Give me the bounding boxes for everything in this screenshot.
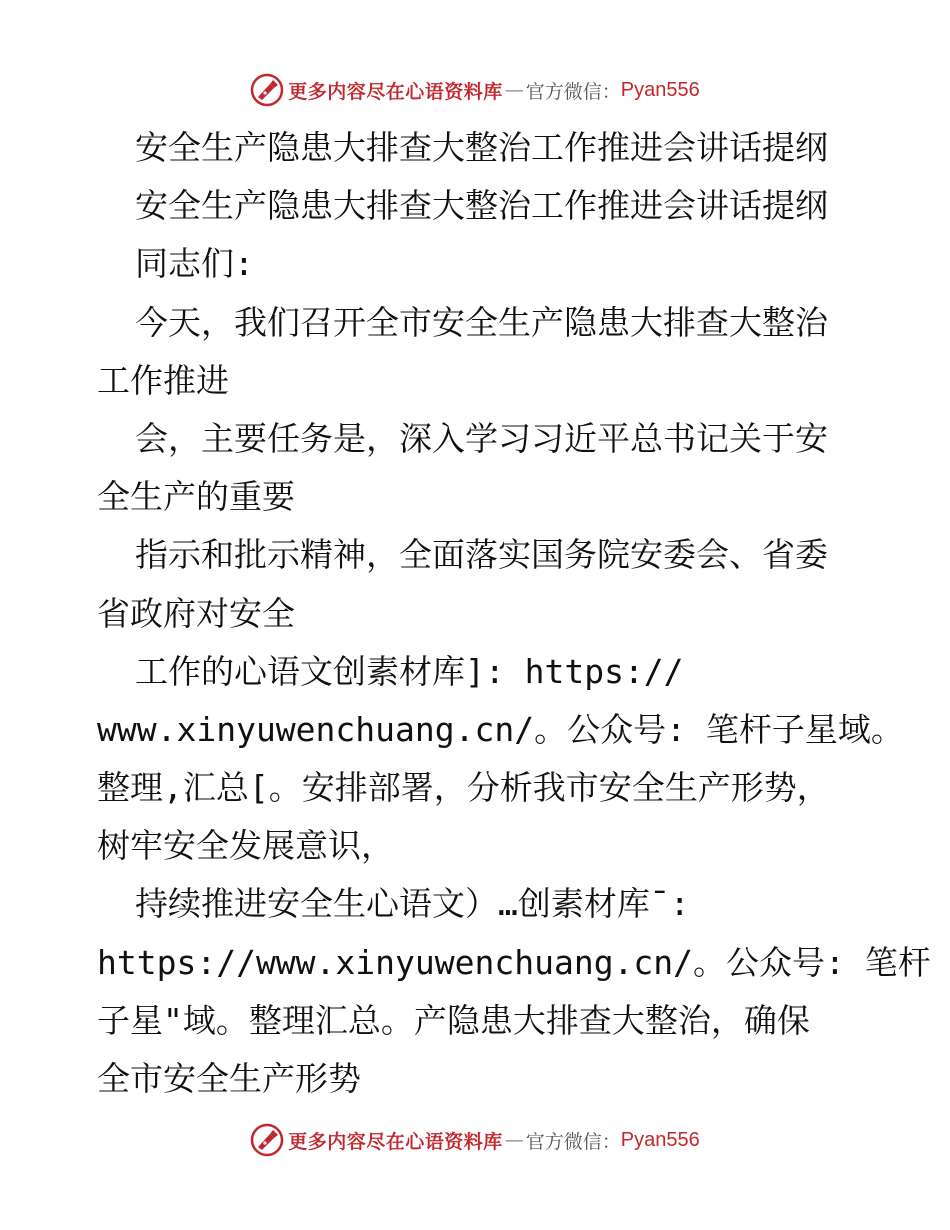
text-line: 省政府对安全 [97,593,295,633]
banner-title: 更多内容尽在心语资料库 [288,1130,503,1153]
banner-wechat-id: Pyan556 [620,78,700,101]
text-line: www.xinyuwenchuang.cn/。公众号: 笔杆子星域。 [97,709,904,749]
pen-nib-logo-icon [250,73,284,107]
doc-title-repeat: 安全生产隐患大排查大整治工作推进会讲话提纲 [135,186,828,226]
text-line: 工作推进 [97,360,229,400]
salutation: 同志们: [135,244,254,284]
banner-text [288,1127,700,1154]
footer-banner [0,1120,950,1160]
banner-title: 更多内容尽在心语资料库 [288,80,503,103]
document-body [97,119,931,1108]
text-line: 工作的心语文创素材库]: https:// [135,651,684,691]
text-line: 全生产的重要 [97,477,295,517]
banner-separator: — [504,79,524,101]
banner-wechat-label: 官方微信： [525,80,621,103]
text-line: https://www.xinyuwenchuang.cn/。公众号: 笔杆 [97,942,931,982]
banner-wechat-label: 官方微信： [525,1130,621,1153]
text-line: 整理,汇总[。安排部署，分析我市安全生产形势， [97,768,830,808]
text-line: 指示和批示精神，全面落实国务院安委会、省委 [135,535,828,575]
header-banner [0,70,950,110]
text-line: 今天，我们召开全市安全生产隐患大排查大整治 [135,302,828,342]
banner-separator: — [504,1129,524,1151]
text-line: 持续推进安全生心语文）…创素材库¯: [135,884,690,924]
banner-wechat-id: Pyan556 [620,1128,700,1151]
pen-nib-logo-icon [250,1123,284,1157]
text-line: 树牢安全发展意识， [97,826,394,866]
doc-title: 安全生产隐患大排查大整治工作推进会讲话提纲 [135,128,828,167]
text-line: 全市安全生产形势 [97,1059,361,1098]
banner-text [288,77,700,104]
text-line: 会，主要任务是，深入学习习近平总书记关于安 [135,418,828,458]
text-line: 子星"域。整理汇总。产隐患大排查大整治，确保 [97,1000,810,1040]
